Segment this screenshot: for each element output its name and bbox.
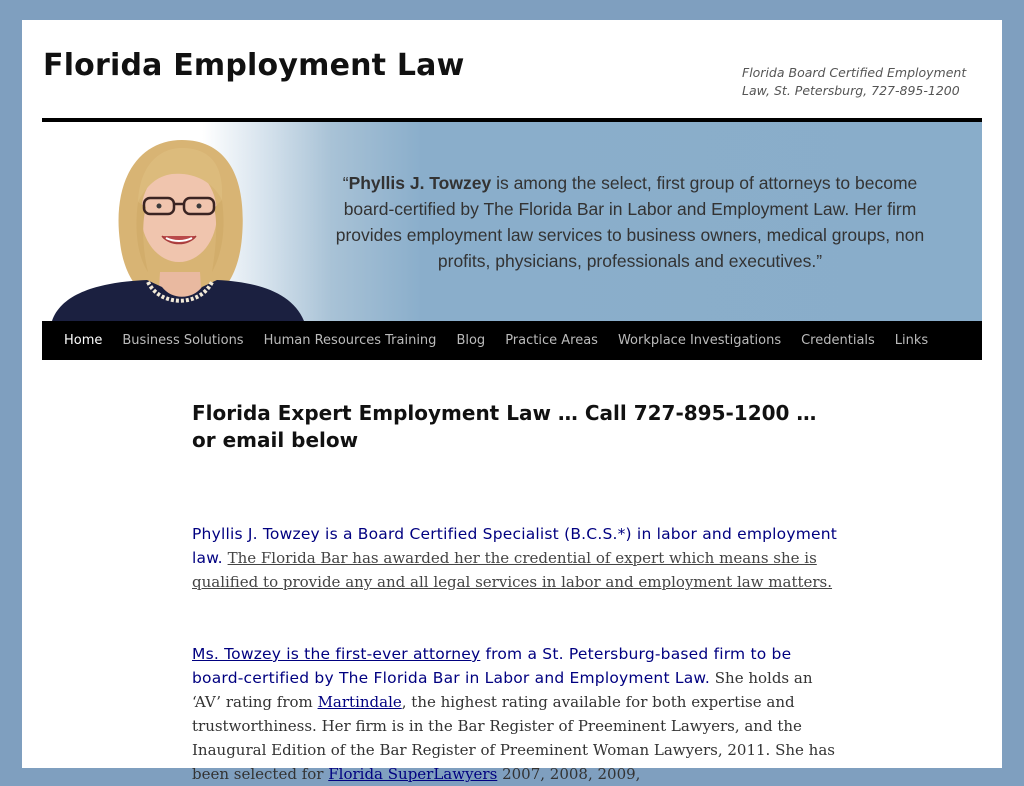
intro-lead-text: Phyllis J. Towzey is a Board Certified Specialist (B.C.S.*) in labor and employment law.: [192, 525, 838, 567]
nav-item-workplace-investigations[interactable]: Workplace Investigations: [617, 333, 782, 348]
nav-item-practice-areas[interactable]: Practice Areas: [505, 333, 598, 348]
intro-credential-text: The Florida Bar has awarded her the credential of expert which means she is qualified to provide any and all legal services in labor and employment law matters.: [192, 549, 833, 591]
nav-item-links[interactable]: Links: [894, 333, 929, 348]
quote-text: is among the select, first group of attorneys to become board-certified by The Florida Bar in Labor and Employment Law. Her firm provides employment law services to business owners, medical groups, non profits, physicians, professionals and executives.”: [335, 173, 925, 271]
site-description: Florida Board Certified Employment Law, St. Petersburg, 727-895-1200: [742, 65, 967, 98]
header-banner: [42, 122, 982, 321]
site-title[interactable]: Florida Employment Law: [43, 48, 465, 83]
credentials-lead-text: from a St. Petersburg-based firm to be board-certified by The Florida Bar in Labor and Employment Law.: [192, 645, 792, 687]
banner-quote: [330, 170, 930, 274]
credentials-text-3: 2007, 2008, 2009,: [497, 765, 641, 783]
credentials-text-2: , the highest rating available for both expertise and trustworthiness. Her firm is in the Bar Register of Preeminent Lawyers, and the Inaugural Edition of the Bar Register of Preeminent Woman Lawyers, 2011. She has been selected for: [192, 693, 835, 783]
credentials-text-1: She holds an ‘AV’ rating from: [192, 669, 813, 711]
quote-attorney-name: Phyllis J. Towzey: [348, 173, 492, 193]
florida-superlawyers-link[interactable]: Florida SuperLawyers: [328, 765, 498, 783]
main-navigation: [42, 321, 982, 360]
page: [22, 20, 1002, 783]
nav-item-home[interactable]: Home: [64, 333, 103, 348]
credentials-paragraph: [192, 642, 842, 786]
nav-item-credentials[interactable]: Credentials: [801, 333, 875, 348]
nav-item-human-resources-training[interactable]: Human Resources Training: [263, 333, 437, 348]
nav-item-business-solutions[interactable]: Business Solutions: [122, 333, 244, 348]
quote-open-mark: “: [342, 173, 349, 193]
first-ever-attorney-link[interactable]: Ms. Towzey is the first-ever attorney: [192, 645, 481, 663]
nav-item-blog[interactable]: Blog: [456, 333, 486, 348]
attorney-portrait-image: [42, 122, 322, 321]
martindale-link[interactable]: Martindale: [317, 693, 402, 711]
entry-title: Florida Expert Employment Law … Call 727-895-1200 … or email below: [192, 401, 817, 452]
intro-paragraph: [192, 522, 842, 594]
main-content: [192, 400, 842, 783]
